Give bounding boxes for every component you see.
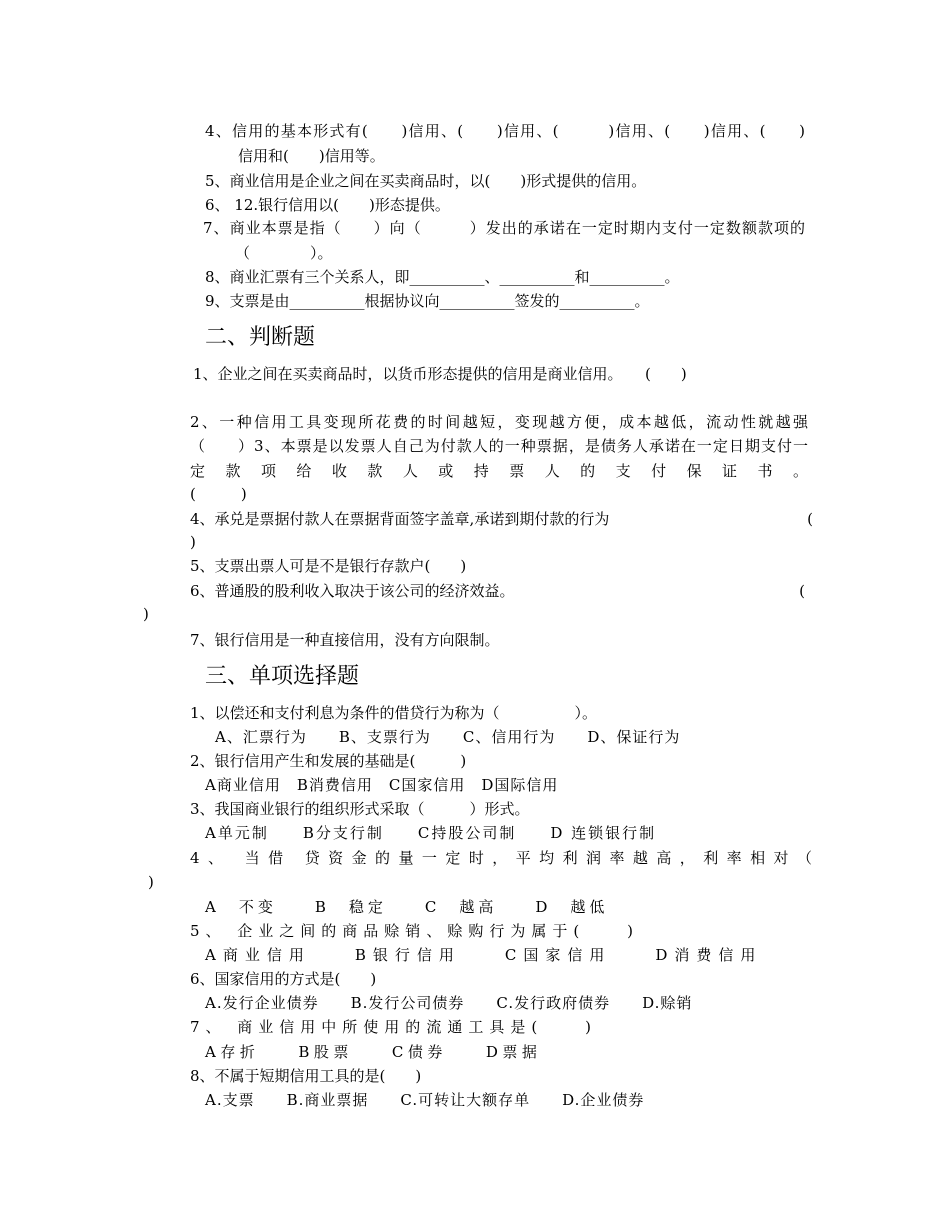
answer-bracket: ( bbox=[799, 582, 805, 600]
question-line bbox=[190, 509, 813, 529]
answer-bracket: ( bbox=[807, 510, 813, 528]
question-line: 信用和( )信用等。 bbox=[238, 147, 385, 165]
answer-bracket: ) bbox=[143, 605, 149, 623]
question-line: 5、支票出票人可是不是银行存款户( ) bbox=[190, 557, 467, 575]
answer-bracket: ) bbox=[190, 533, 196, 551]
question-line: 7、银行信用是一种直接信用，没有方向限制。 bbox=[190, 631, 500, 649]
question-line: 3、我国商业银行的组织形式采取（ ）形式。 bbox=[190, 800, 530, 818]
question-line: 2、银行信用产生和发展的基础是( ) bbox=[190, 752, 467, 770]
question-line: 9、支票是由__________根据协议向__________签发的__________。 bbox=[205, 292, 650, 310]
answer-bracket: ( ) bbox=[190, 485, 247, 503]
section-heading: 二、判断题 bbox=[205, 325, 316, 350]
question-line: 4、信用的基本形式有( )信用、( )信用、( )信用、( )信用、( ) bbox=[205, 122, 805, 140]
question-line: 1、以偿还和支付利息为条件的借贷行为称为（ ）。 bbox=[190, 704, 598, 722]
question-line: （ ）。 bbox=[235, 244, 333, 262]
question-line: 5、商业信用是企业之间在买卖商品时，以( )形式提供的信用。 bbox=[205, 172, 647, 190]
section-heading: 三、单项选择题 bbox=[205, 664, 360, 689]
question-line: 5、 企业之间的商品赊销、赊购行为属于( ) bbox=[190, 922, 640, 940]
answer-bracket: ) bbox=[148, 873, 154, 891]
question-line: 7、商业本票是指（ ）向（ ）发出的承诺在一定时期内支付一定数额款项的 bbox=[203, 219, 805, 237]
question-line: 4、 当借 贷资金的量一定时，平均利润率越高，利率相对（ bbox=[190, 849, 812, 867]
question-line: （ ）3、本票是以发票人自己为付款人的一种票据，是债务人承诺在一定日期支付一 bbox=[190, 437, 808, 455]
question-line: 6、国家信用的方式是( ) bbox=[190, 970, 377, 988]
question-text: 4、承兑是票据付款人在票据背面签字盖章,承诺到期付款的行为 bbox=[190, 510, 610, 528]
question-line: 8、不属于短期信用工具的是( ) bbox=[190, 1067, 422, 1085]
question-text: 6、普通股的股利收入取决于该公司的经济效益。 bbox=[190, 582, 515, 600]
question-line: 定款项给收款人或持票人的支付保证书。 bbox=[190, 462, 808, 480]
options-line: A商业信用 B消费信用 C国家信用 D国际信用 bbox=[205, 776, 559, 794]
options-line: A.支票 B.商业票据 C.可转让大额存单 D.企业债券 bbox=[205, 1091, 645, 1109]
question-line: 1、企业之间在买卖商品时，以货币形态提供的信用是商业信用。 ( ) bbox=[193, 365, 687, 383]
question-line: 2、一种信用工具变现所花费的时间越短，变现越方便，成本越低，流动性就越强 bbox=[190, 413, 808, 431]
options-line: A.发行企业债券 B.发行公司债券 C.发行政府债券 D.赊销 bbox=[205, 994, 693, 1012]
options-line: A商业信用 B银行信用 C国家信用 D消费信用 bbox=[205, 946, 763, 964]
options-line: A、汇票行为 B、支票行为 C、信用行为 D、保证行为 bbox=[215, 728, 681, 746]
question-line bbox=[190, 581, 805, 601]
question-line: 8、商业汇票有三个关系人，即__________、__________和__________。 bbox=[205, 268, 680, 286]
options-line: A 不变 B 稳定 C 越高 D 越低 bbox=[205, 898, 609, 916]
options-line: A单元制 B分支行制 C持股公司制 D 连锁银行制 bbox=[205, 824, 657, 842]
question-line: 7、 商业信用中所使用的流通工具是( ) bbox=[190, 1018, 598, 1036]
question-line: 6、 12.银行信用以( )形态提供。 bbox=[205, 196, 450, 214]
options-line: A存折 B股票 C债券 D票据 bbox=[205, 1043, 542, 1061]
